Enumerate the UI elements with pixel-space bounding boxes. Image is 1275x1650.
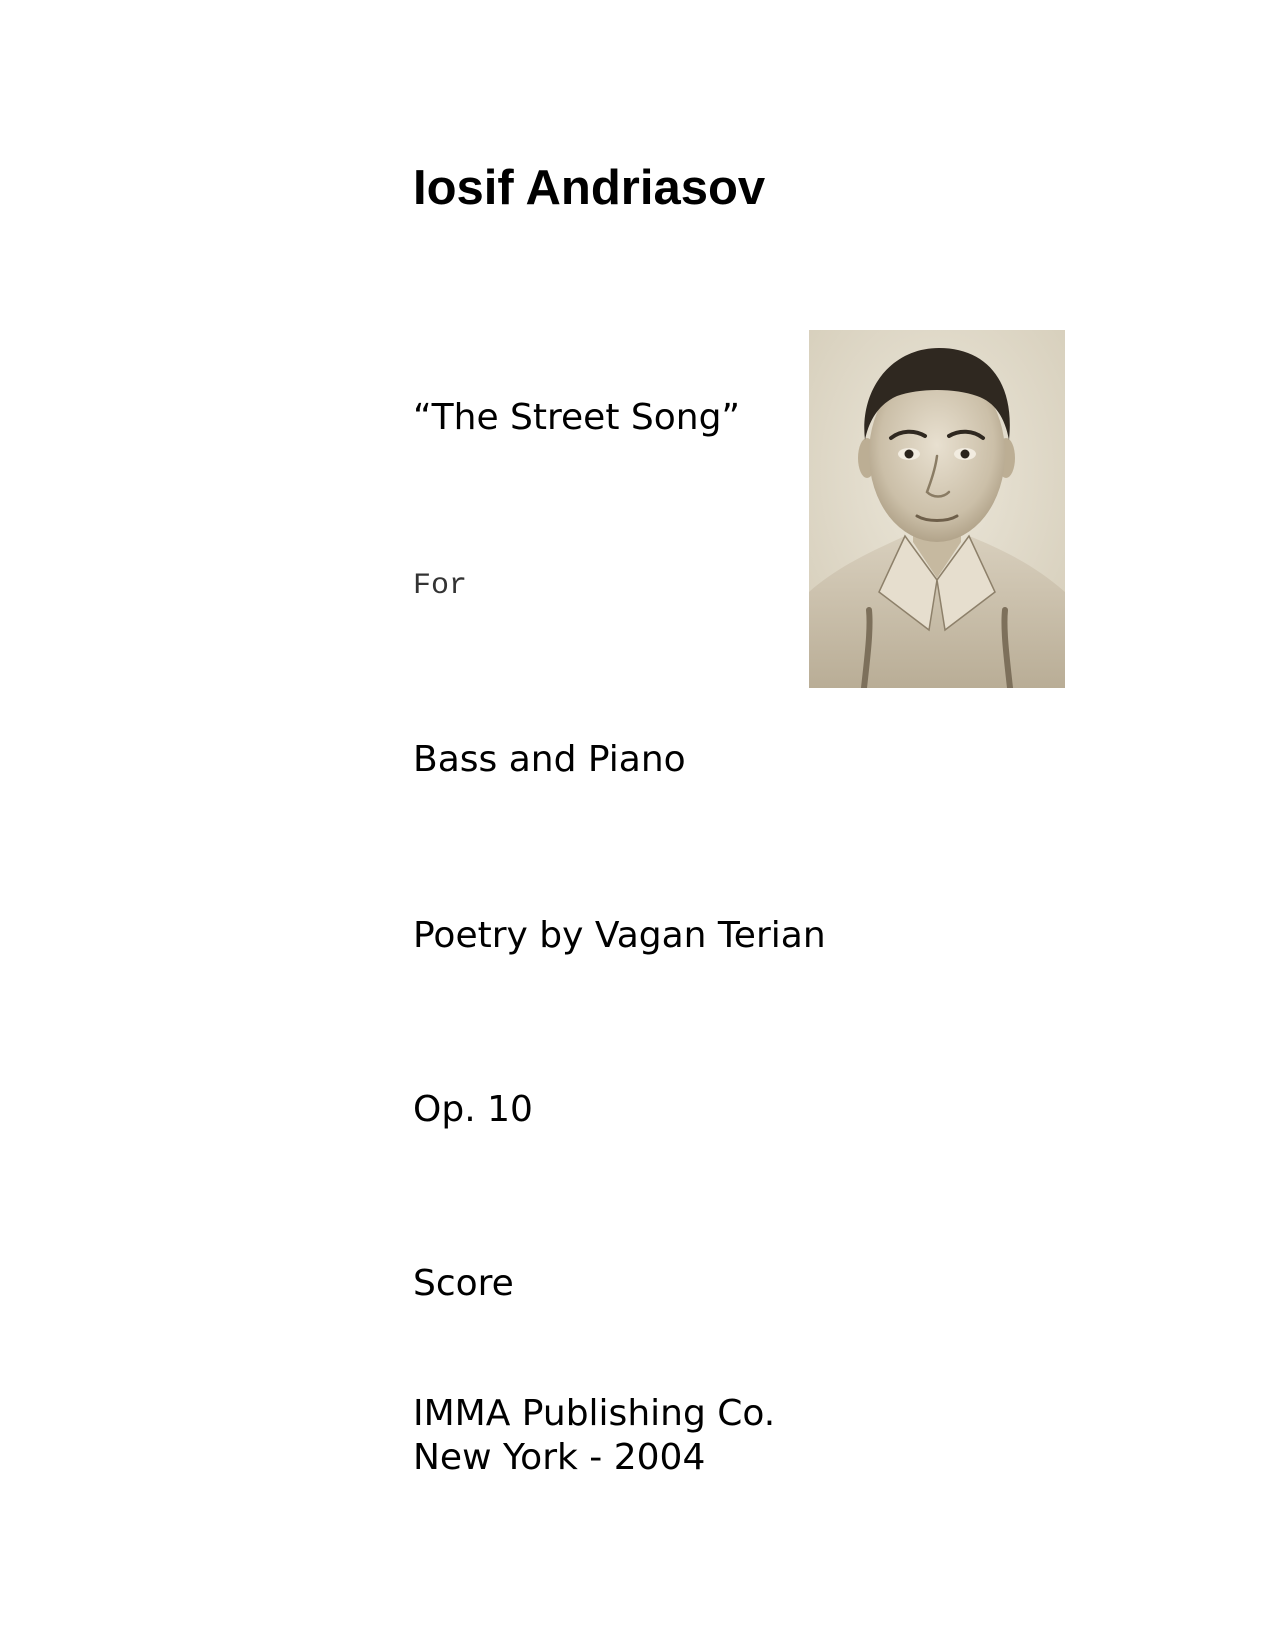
opus-number: Op. 10	[413, 1089, 533, 1130]
pupil-left	[905, 450, 914, 459]
publisher: IMMA Publishing Co.	[413, 1393, 776, 1434]
poetry-credit: Poetry by Vagan Terian	[413, 915, 826, 956]
composer-name: Iosif Andriasov	[413, 161, 766, 215]
work-title: “The Street Song”	[413, 397, 741, 438]
edition-type: Score	[413, 1263, 514, 1304]
publication-place-year: New York - 2004	[413, 1437, 706, 1478]
composer-portrait-photo	[809, 330, 1065, 688]
instrumentation: Bass and Piano	[413, 739, 686, 780]
pupil-right	[961, 450, 970, 459]
for-label: For	[413, 569, 468, 603]
